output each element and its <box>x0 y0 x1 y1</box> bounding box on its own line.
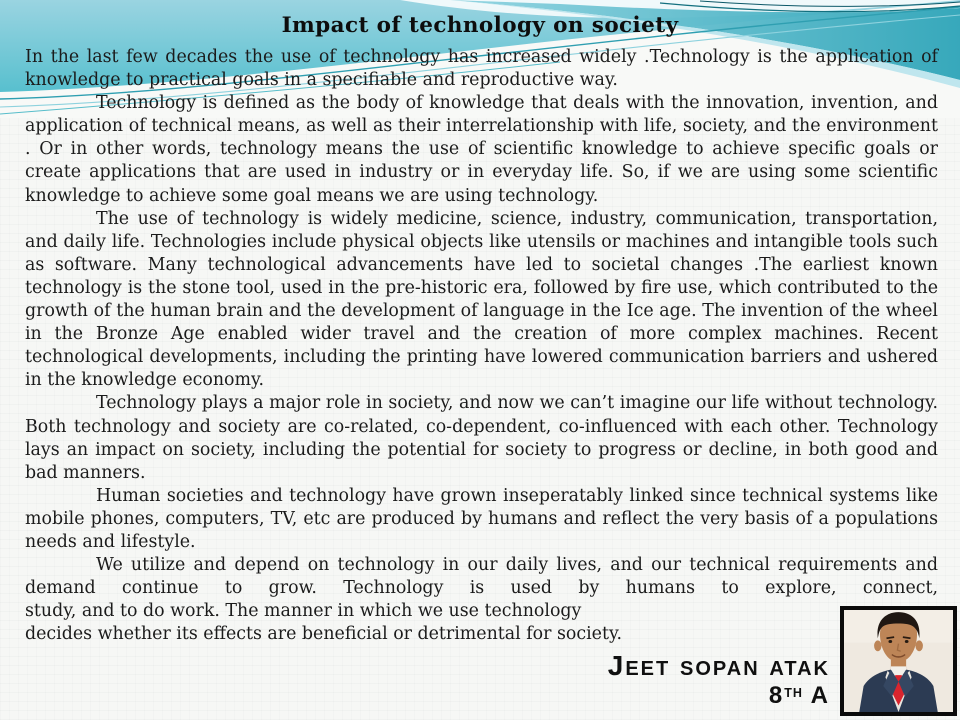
paragraph-role: Technology plays a major role in society, and now we can’t imagine our life without technology. Both technology and society are co-related, co-dependent, co-influenced with each other. Technology lays an impact on society, including the potential for society to progress or decline, in both good and bad manners. <box>25 393 938 483</box>
paragraph-closing-lead: We utilize and depend on technology in our daily lives, and our technical requirements and demand continue to grow. Technology is used by humans to explore, connect, <box>25 555 938 599</box>
paragraph-societies: Human societies and technology have grown inseperatably linked since technical systems like mobile phones, computers, TV, etc are produced by humans and reflect the very basis of a populations needs and lifestyle. <box>25 485 938 552</box>
paragraph-definition: Technology is defined as the body of knowledge that deals with the innovation, invention, and application of technical means, as well as their interrelationship with life, society, and the environment . Or in other words, technology means the use of scientific knowledge to achieve specific goals or create applications that are used in industry or in everyday life. So, if we are using some scientific knowledge to achieve some goal means we are using technology. <box>25 93 938 206</box>
author-grade <box>608 684 830 708</box>
author-block <box>608 652 830 708</box>
grade-number: 8 <box>768 682 785 709</box>
author-name: Jeet sopan atak <box>607 650 830 681</box>
student-portrait-icon <box>844 610 953 712</box>
body-text <box>25 46 938 646</box>
paragraph-intro: In the last few decades the use of technology has increased widely .Technology is the application of knowledge to practical goals in a specifiable and reproductive way. <box>25 47 938 91</box>
paragraph-history: The use of technology is widely medicine, science, industry, communication, transportation, and daily life. Technologies include physical objects like utensils or machines and intangible tools such as software. Many technological advancements have led to societal changes .The earliest known technology is the stone tool, used in the pre-historic era, followed by fire use, which contributed to the growth of the human brain and the development of language in the Ice age. The invention of the wheel in the Bronze Age enabled wider travel and the creation of more complex machines. Recent technological developments, including the printing have lowered communication barriers and ushered in the knowledge economy. <box>25 208 938 391</box>
student-photo <box>840 606 957 716</box>
grade-suffix: TH <box>784 686 803 700</box>
grade-section: A <box>810 682 830 709</box>
paragraph-closing-tail: study, and to do work. The manner in which we use technology decides whether its effects are beneficial or detrimental for society. <box>25 601 622 645</box>
slide-title: Impact of technology on society <box>281 13 679 38</box>
